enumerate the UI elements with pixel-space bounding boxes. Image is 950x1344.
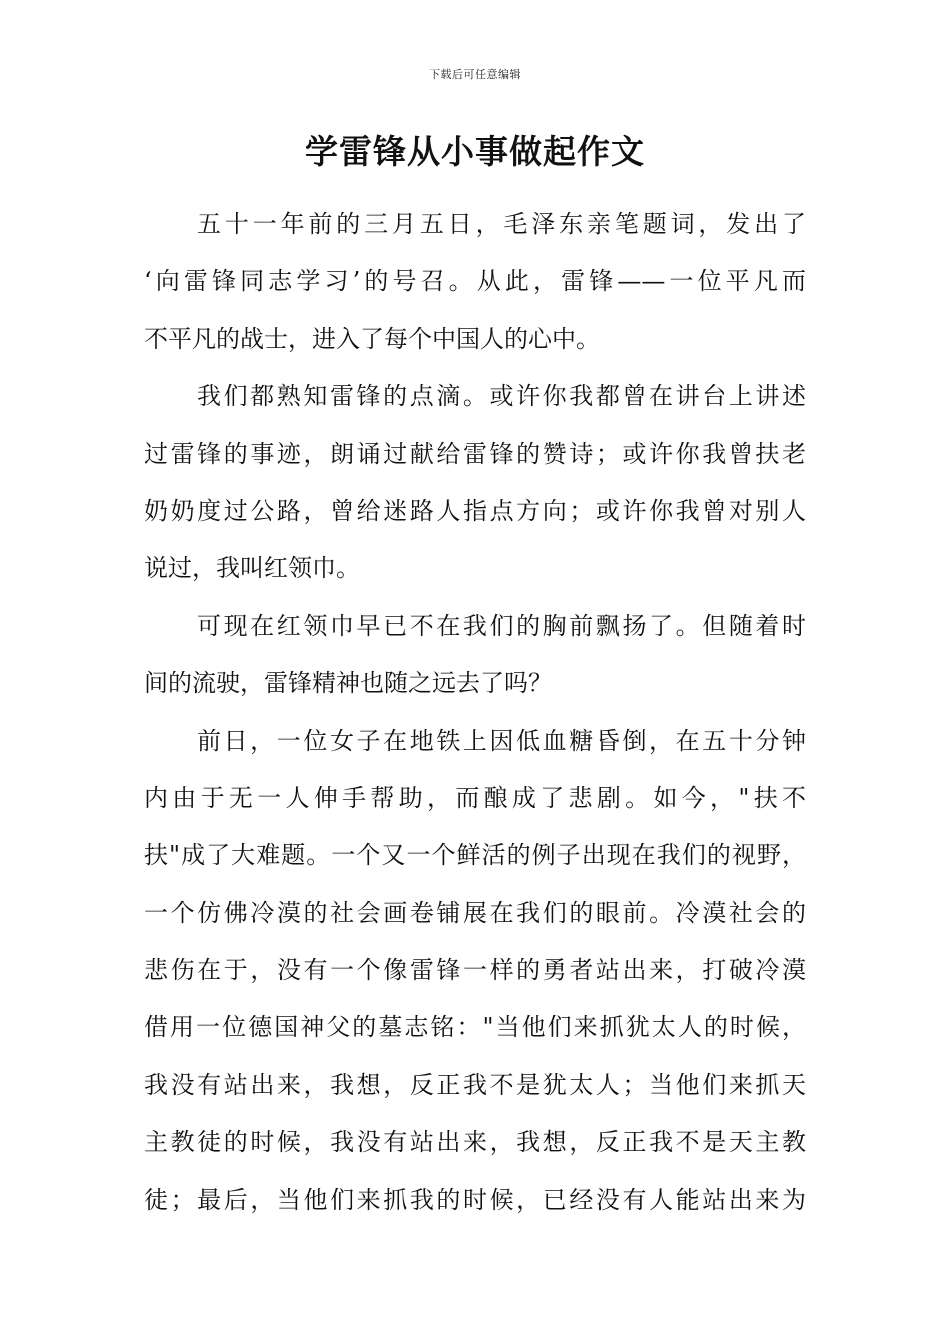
body-line: 五十一年前的三月五日，毛泽东亲笔题词，发出了 — [197, 210, 806, 238]
body-line: 内由于无一人伸手帮助，而酿成了悲剧。如今，"扶不 — [144, 783, 806, 812]
body-line: 可现在红领巾早已不在我们的胸前飘扬了。但随着时 — [197, 611, 806, 640]
body-line: 过雷锋的事迹，朗诵过献给雷锋的赞诗；或许你我曾扶老 — [144, 439, 806, 468]
body-line: 前日，一位女子在地铁上因低血糖昏倒，在五十分钟 — [197, 726, 806, 755]
body-line: 间的流驶，雷锋精神也随之远去了吗？ — [144, 669, 552, 698]
body-line: 扶"成了大难题。一个又一个鲜活的例子出现在我们的视野， — [144, 841, 806, 870]
document-body — [144, 196, 806, 1229]
body-line: 奶奶度过公路，曾给迷路人指点方向；或许你我曾对别人 — [144, 496, 806, 525]
body-line: 我没有站出来，我想，反正我不是犹太人；当他们来抓天 — [144, 1070, 806, 1099]
body-line: 悲伤在于，没有一个像雷锋一样的勇者站出来，打破冷漠 — [144, 956, 806, 985]
body-line: 不平凡的战士，进入了每个中国人的心中。 — [144, 324, 600, 353]
body-line: 一个仿佛冷漠的社会画卷铺展在我们的眼前。冷漠社会的 — [144, 898, 806, 927]
header-note: 下载后可任意编辑 — [429, 68, 521, 81]
document-title: 学雷锋从小事做起作文 — [305, 132, 645, 171]
body-line: 主教徒的时候，我没有站出来，我想，反正我不是天主教 — [144, 1128, 806, 1157]
body-line: 借用一位德国神父的墓志铭："当他们来抓犹太人的时候， — [144, 1013, 806, 1042]
body-line: 徒；最后，当他们来抓我的时候，已经没有人能站出来为 — [144, 1185, 806, 1214]
body-line: ‘向雷锋同志学习’的号召。从此，雷锋——一位平凡而 — [144, 267, 806, 296]
body-line: 说过，我叫红领巾。 — [144, 554, 360, 583]
body-line: 我们都熟知雷锋的点滴。或许你我都曾在讲台上讲述 — [197, 382, 806, 411]
